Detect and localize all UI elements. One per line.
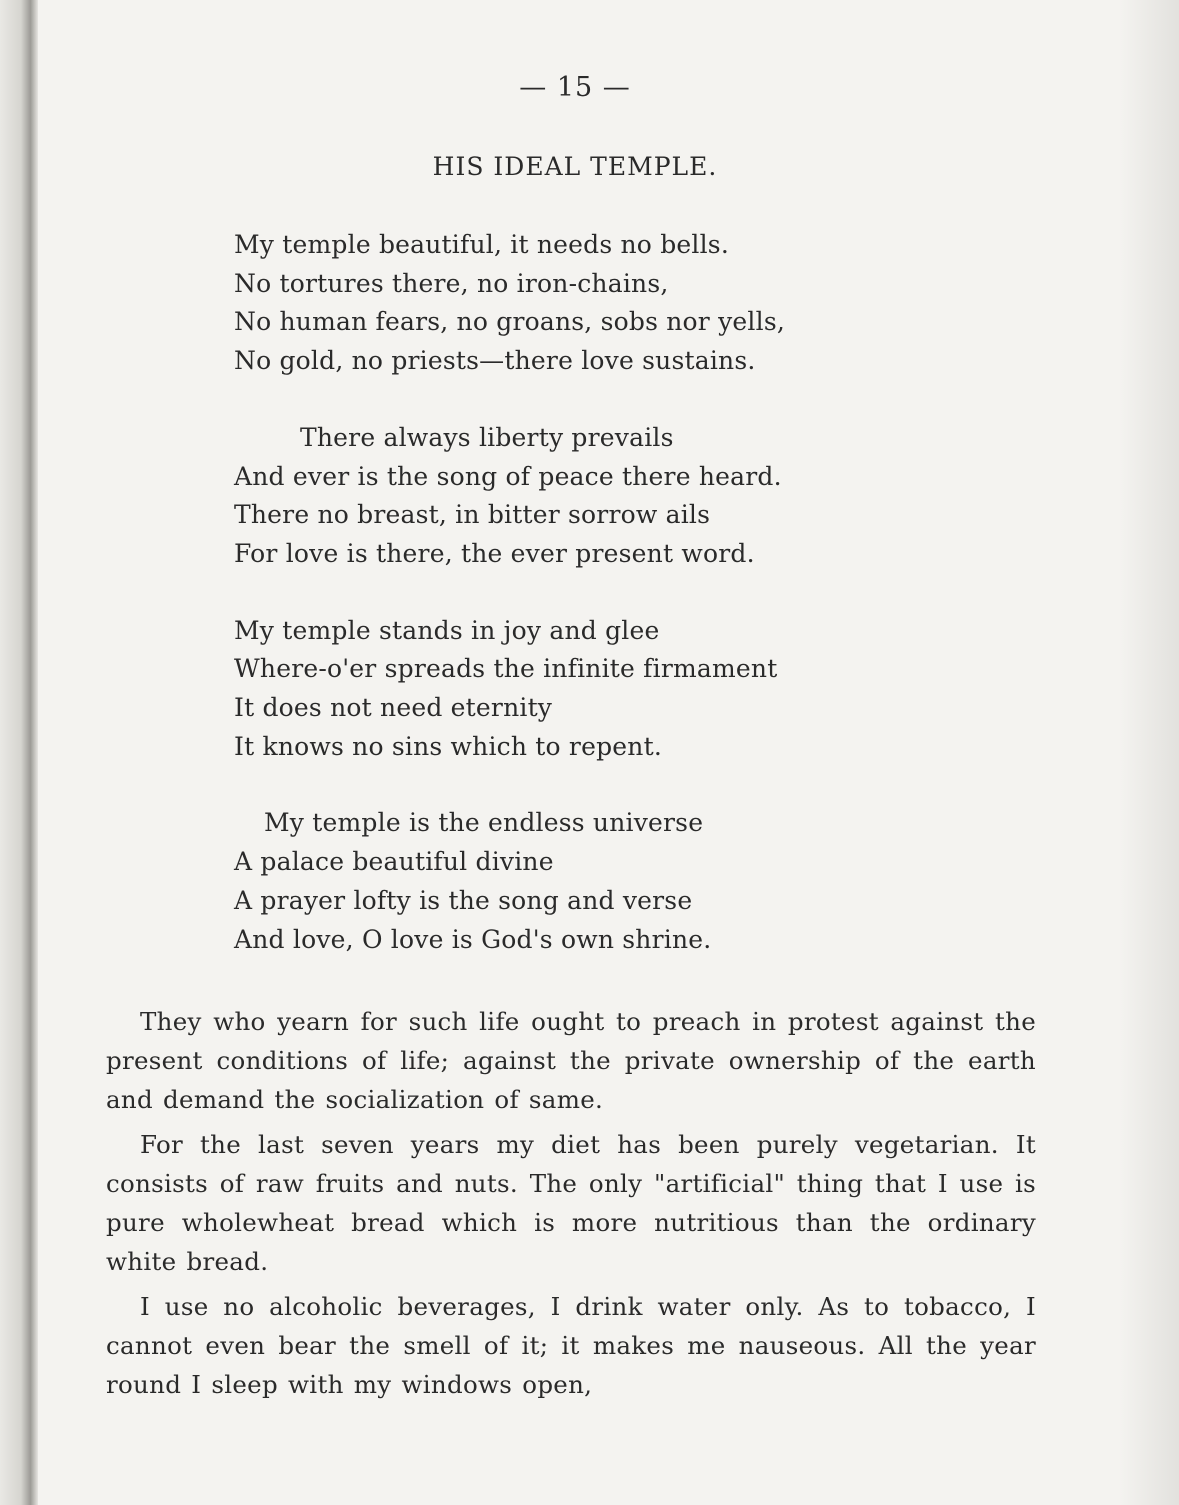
page-number: — 15 — xyxy=(519,72,631,103)
poem-line: My temple beautiful, it needs no bells. xyxy=(234,230,729,259)
paragraph: I use no alcoholic beverages, I drink water only. As to tobacco, I cannot even bear the smell of it; it makes me nauseous. All the year round I sleep with my windows open, xyxy=(106,1292,1036,1399)
poem-line: No human fears, no groans, sobs nor yells, xyxy=(234,307,785,337)
stanza-4 xyxy=(234,804,994,959)
paragraph: They who yearn for such life ought to preach in protest against the present conditions of life; against the private ownership of the earth and demand the socialization of same. xyxy=(106,1007,1036,1114)
binding-edge xyxy=(0,0,38,1505)
poem-line: A palace beautiful divine xyxy=(234,847,554,877)
poem-line: There no breast, in bitter sorrow ails xyxy=(234,500,711,530)
poem-line: Where-o'er spreads the infinite firmament xyxy=(234,654,778,684)
poem xyxy=(234,226,994,997)
poem-line: It knows no sins which to repent. xyxy=(234,731,662,761)
stanza-3 xyxy=(234,612,994,767)
paragraph: For the last seven years my diet has been purely vegetarian. It consists of raw fruits and nuts. The only "artificial" thing that I use is pure wholewheat bread which is more nutritious than the ordinary white bread. xyxy=(106,1130,1036,1276)
page-shadow xyxy=(1119,0,1179,1505)
stanza-2 xyxy=(234,419,994,574)
poem-line: No gold, no priests—there love sustains. xyxy=(234,346,756,376)
poem-line: There always liberty prevails xyxy=(300,422,674,452)
poem-title: HIS IDEAL TEMPLE. xyxy=(432,152,718,181)
poem-line: A prayer lofty is the song and verse xyxy=(234,885,693,915)
poem-line: And love, O love is God's own shrine. xyxy=(234,924,712,954)
poem-line: My temple is the endless universe xyxy=(264,808,704,838)
stanza-1 xyxy=(234,226,994,381)
poem-line: My temple stands in joy and glee xyxy=(234,615,660,645)
poem-line: It does not need eternity xyxy=(234,693,553,723)
poem-line: No tortures there, no iron-chains, xyxy=(234,268,669,298)
poem-line: And ever is the song of peace there heard. xyxy=(234,461,782,491)
poem-line: For love is there, the ever present word. xyxy=(234,538,755,568)
prose-body xyxy=(106,1002,1036,1410)
